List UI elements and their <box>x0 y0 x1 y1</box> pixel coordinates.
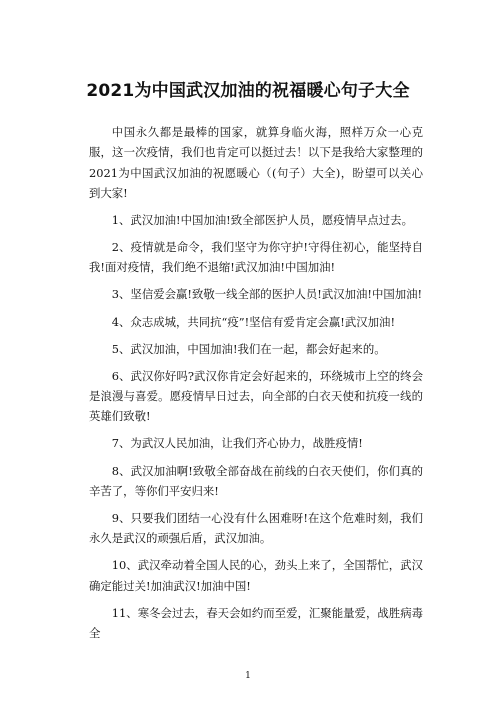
blessing-paragraph-5: 5、武汉加油，中国加油!我们在一起，都会好起来的。 <box>111 341 386 356</box>
intro-paragraph: 中国永久都是最棒的国家，就算身临火海，照样万众一心克服，这一次疫情，我们也肯定可以挺过去！以下是我给大家整理的2021为中国武汉加油的祝愿暖心（(句子）大全)，盼望可以关心到大家! <box>89 125 423 200</box>
blessing-paragraph-7: 7、为武汉人民加油，让我们齐心协力，战胜疫情! <box>111 436 363 451</box>
blessing-paragraph-10: 10、武汉牵动着全国人民的心，劲头上来了，全国帮忙，武汉确定能过关!加油武汉!加油中国! <box>89 558 423 593</box>
blessing-paragraph-3: 3、坚信爱会赢!致敬一线全部的医护人员!武汉加油!中国加油! <box>111 287 423 302</box>
blessing-paragraph-8: 8、武汉加油啊!致敬全部奋战在前线的白衣天使们，你们真的辛苦了，等你们平安归来! <box>89 463 423 498</box>
blessing-paragraph-6: 6、武汉你好吗?武汉你肯定会好起来的，环绕城市上空的终会是浪漫与喜爱。愿疫情早日过去，向全部的白衣天使和抗疫一线的英雄们致敬! <box>89 368 423 424</box>
page-number: 1 <box>245 671 251 681</box>
blessing-paragraph-2: 2、疫情就是命令，我们坚守为你守护!守得住初心，能坚持自我!面对疫情，我们绝不退缩!武汉加油!中国加油! <box>89 240 423 275</box>
blessing-paragraph-4: 4、众志成城，共同抗“疫”!坚信有爱肯定会赢!武汉加油! <box>111 314 396 329</box>
blessing-paragraph-1: 1、武汉加油!中国加油!致全部医护人员，愿疫情早点过去。 <box>111 212 413 227</box>
blessing-paragraph-11: 11、寒冬会过去，春天会如约而至爱，汇聚能量爱，战胜病毒全 <box>89 605 423 640</box>
blessing-paragraph-9: 9、只要我们团结一心没有什么困难呀!在这个危难时刻，我们永久是武汉的顽强后盾，武汉加油。 <box>89 510 423 546</box>
document-title: 2021为中国武汉加油的祝福暖心句子大全 <box>86 81 410 101</box>
document-body <box>89 122 423 643</box>
